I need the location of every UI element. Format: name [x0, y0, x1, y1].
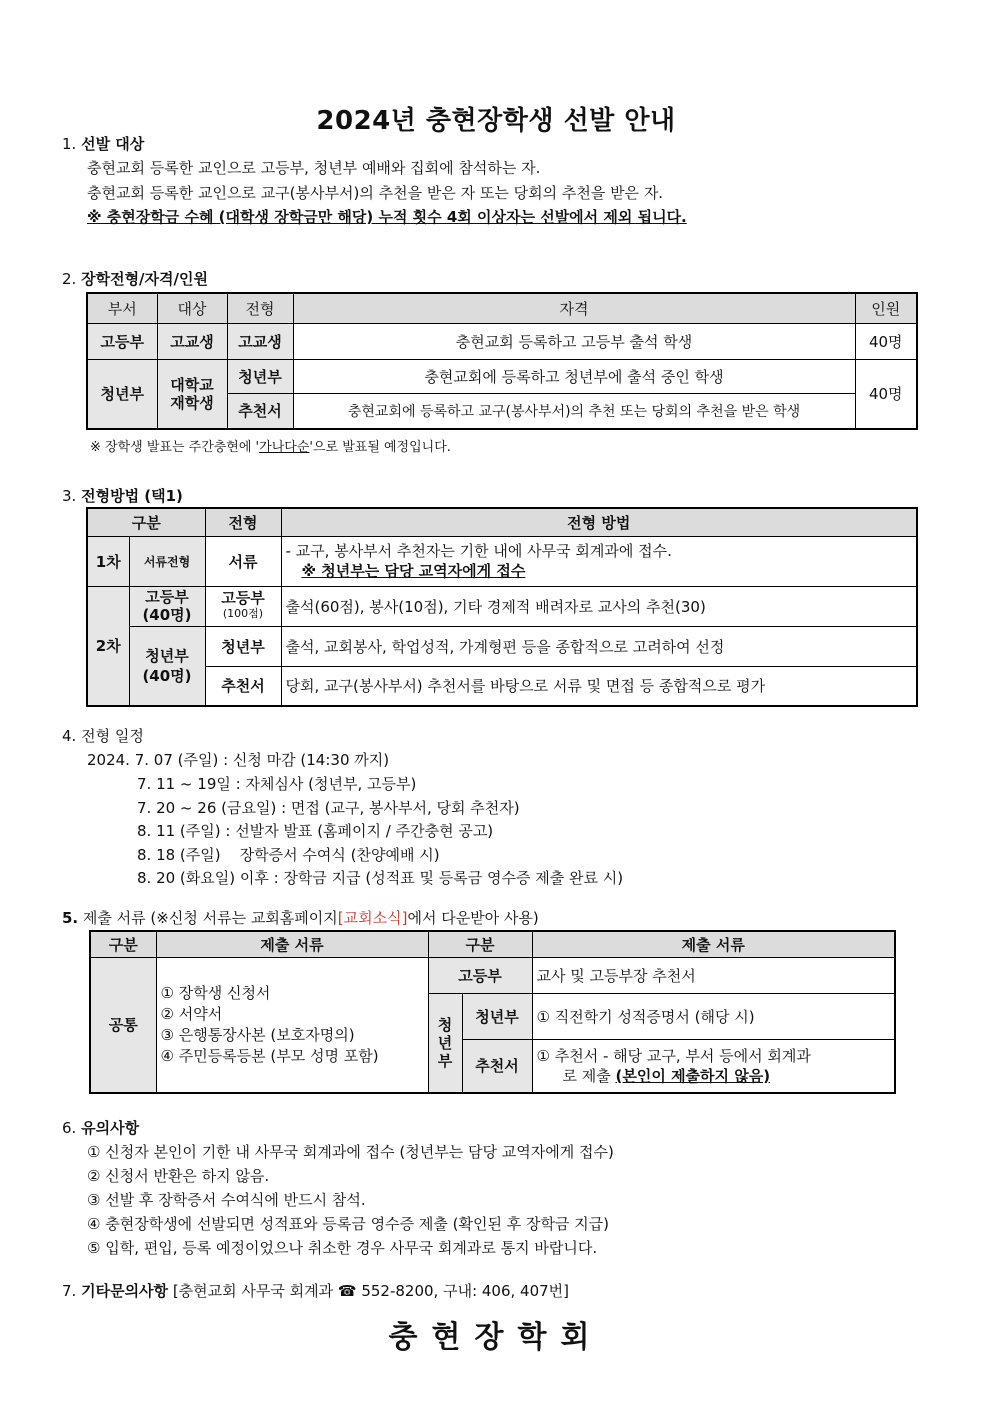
table-header-row: 구분 전형 전형 방법	[87, 508, 917, 536]
scholarship-table	[86, 292, 918, 430]
table-row: 추천서 당회, 교구(봉사부서) 추천서를 바탕으로 서류 및 면접 등 종합적으로 평가	[87, 666, 917, 706]
documents-table	[89, 930, 896, 1094]
section-5: 5. 제출 서류 (※신청 서류는 교회홈페이지[교회소식]에서 다운받아 사용)	[62, 909, 539, 927]
s1-line-1: 충현교회 등록한 교인으로 고등부, 청년부 예배와 집회에 참석하는 자.	[87, 159, 541, 177]
page-title: 2024년 충현장학생 선발 안내	[316, 106, 676, 136]
section-6-heading: 유의사항	[81, 1119, 140, 1137]
caution-item: ④ 충현장학생에 선발되면 성적표와 등록금 영수증 제출 (확인된 후 장학금 지급)	[87, 1215, 610, 1233]
selection-method-table	[86, 507, 918, 707]
section-1: 1. 선발 대상	[62, 135, 145, 153]
s1-line-2: 충현교회 등록한 교인으로 교구(봉사부서)의 추천을 받은 자 또는 당회의 추천을 받은 자.	[87, 184, 664, 202]
schedule-line: 8. 20 (화요일) 이후 : 장학금 지급 (성적표 및 등록금 영수증 제출 완료 시)	[137, 869, 624, 887]
caution-item: ⑤ 입학, 편입, 등록 예정이었으나 취소한 경우 사무국 회계과로 통지 바랍니다.	[87, 1239, 598, 1257]
table-row: 청 년 부 청년부 ① 직전학기 성적증명서 (해당 시)	[90, 993, 895, 1039]
section-3-heading: 전형방법 (택1)	[81, 487, 183, 505]
section-7-heading: 기타문의사항	[81, 1282, 169, 1300]
schedule-line: 7. 20 ~ 26 (금요일) : 면접 (교구, 봉사부서, 당회 추천자)	[137, 799, 520, 817]
table-row: 2차 고등부 (40명) 고등부 (100점) 출석(60점), 봉사(10점), 기타 경제적 배려자로 교사의 추천(30)	[87, 586, 917, 626]
telephone-icon: ☎	[337, 1282, 357, 1300]
schedule-line: 2024. 7. 07 (주일) : 신청 마감 (14:30 까지)	[87, 751, 390, 769]
schedule-line: 8. 11 (주일) : 선발자 발표 (홈페이지 / 주간충현 공고)	[137, 822, 494, 840]
section-4-heading: 전형 일정	[81, 727, 144, 745]
table-row: 청년부 (40명) 청년부 출석, 교회봉사, 학업성적, 가계형편 등을 종합적으로 고려하여 선정	[87, 626, 917, 666]
table-row: 추천서 ① 추천서 - 해당 교구, 부서 등에서 회계과 로 제출 (본인이 제출하지 않음)	[90, 1039, 895, 1093]
table-row: 1차 서류전형 서류 - 교구, 봉사부서 추천자는 기한 내에 사무국 회계과에 접수. ※ 청년부는 담당 교역자에게 접수	[87, 536, 917, 586]
table-row: 청년부 대학교 재학생 청년부 충현교회에 등록하고 청년부에 출석 중인 학생 40명	[87, 359, 917, 393]
schedule-line: 7. 11 ~ 19일 : 자체심사 (청년부, 고등부)	[137, 775, 417, 793]
section-4: 4. 전형 일정	[62, 727, 144, 745]
section-2-heading: 장학전형/자격/인원	[81, 270, 208, 288]
s1-warning: ※ 충현장학금 수혜 (대학생 장학금만 해당) 누적 횟수 4회 이상자는 선발에서 제외 됩니다.	[87, 208, 687, 226]
table-row: 고등부 고교생 고교생 충현교회 등록하고 고등부 출석 학생 40명	[87, 323, 917, 359]
section-6: 6. 유의사항	[62, 1119, 140, 1137]
section-7: 7. 기타문의사항 [충현교회 사무국 회계과 ☎ 552-8200, 구내: 406, 407번]	[62, 1282, 570, 1300]
caution-item: ① 신청자 본인이 기한 내 사무국 회계과에 접수 (청년부는 담당 교역자에게 접수)	[87, 1143, 614, 1161]
caution-item: ② 신청서 반환은 하지 않음.	[87, 1167, 270, 1185]
table-header-row: 부서 대상 전형 자격 인원	[87, 293, 917, 323]
table-row: 공통 ① 장학생 신청서 ② 서약서 ③ 은행통장사본 (보호자명의) ④ 주민등록등본 (부모 성명 포함) 고등부 교사 및 고등부장 추천서	[90, 957, 895, 993]
schedule-line: 8. 18 (주일) 장학증서 수여식 (찬양예배 시)	[137, 846, 440, 864]
section-2: 2. 장학전형/자격/인원	[62, 270, 208, 288]
section-5-heading: 제출 서류	[82, 909, 146, 927]
table-row: 추천서 충현교회에 등록하고 교구(봉사부서)의 추천 또는 당회의 추천을 받은 학생	[87, 393, 917, 429]
announcement-note: ※ 장학생 발표는 주간충현에 '가나다순'으로 발표될 예정입니다.	[90, 440, 451, 455]
section-1-heading: 선발 대상	[81, 135, 145, 153]
caution-item: ③ 선발 후 장학증서 수여식에 반드시 참석.	[87, 1191, 366, 1209]
section-3: 3. 전형방법 (택1)	[62, 487, 183, 505]
table-header-row: 구분 제출 서류 구분 제출 서류	[90, 931, 895, 957]
organization-footer: 충현장학회	[388, 1320, 604, 1355]
